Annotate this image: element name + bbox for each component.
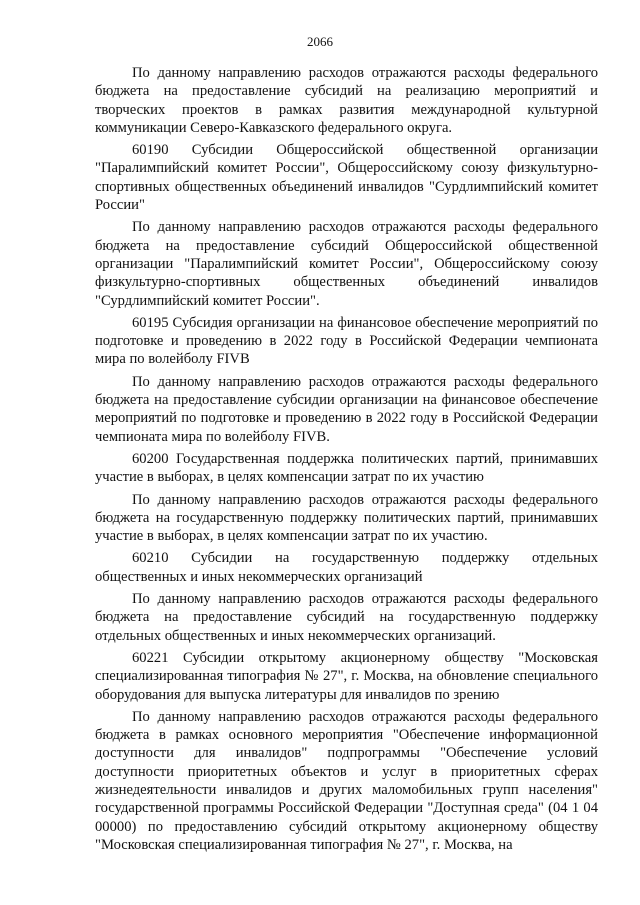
paragraph-code-60210: 60210 Субсидии на государственную поддержку отдельных общественных и иных некоммерческих организаций (95, 550, 598, 585)
paragraph-expenses-north-caucasus: По данному направлению расходов отражаются расходы федерального бюджета на предоставление субсидий на реализацию мероприятий и творческих проектов в рамках развития международной культурной коммуникации Северо-Кавказского федерального округа. (95, 65, 598, 136)
document-body (95, 64, 598, 854)
paragraph-expenses-fivb: По данному направлению расходов отражаются расходы федерального бюджета на предоставление субсидии организации на финансовое обеспечение мероприятий по подготовке и проведению в 2022 году в Российской Федерации чемпионата мира по волейболу FIVB. (95, 373, 598, 445)
paragraph-expenses-paralympic: По данному направлению расходов отражаются расходы федерального бюджета на предоставление субсидий Общероссийской общественной организации "Паралимпийский комитет России", Общероссийскому союзу физкультурно-спортивных общественных объединений инвалидов "Сурдлимпийский комитет России". (95, 219, 598, 309)
paragraph-code-60195: 60195 Субсидия организации на финансовое обеспечение мероприятий по подготовке и проведению в 2022 году в Российской Федерации чемпионата мира по волейболу FIVB (95, 314, 598, 368)
paragraph-code-60190: 60190 Субсидии Общероссийской общественной организации "Паралимпийский комитет России", Общероссийскому союзу физкультурно-спортивных общественных объединений инвалидов "Сурдлимпийский комитет России" (95, 142, 598, 214)
paragraph-expenses-typography: По данному направлению расходов отражаются расходы федерального бюджета в рамках основного мероприятия "Обеспечение информационной доступности для инвалидов" подпрограммы "Обеспечение условий доступности приоритетных объектов и услуг в приоритетных сферах жизнедеятельности инвалидов и других маломобильных групп населения" государственной программы Российской Федерации "Доступная среда" (04 1 04 00000) по предоставлению субсидий открытому акционерному обществу "Московская специализированная типография № 27", г. Москва, на (95, 708, 598, 853)
paragraph-code-60200: 60200 Государственная поддержка политических партий, принимавших участие в выборах, в целях компенсации затрат по их участию (95, 450, 598, 486)
page-number: 2066 (307, 34, 333, 49)
paragraph-code-60221: 60221 Субсидии открытому акционерному обществу "Московская специализированная типография № 27", г. Москва, на обновление специального оборудования для выпуска литературы для инвалидов по зрению (95, 649, 598, 703)
paragraph-expenses-political-parties: По данному направлению расходов отражаются расходы федерального бюджета на государственную поддержку политических партий, принимавших участие в выборах, в целях компенсации затрат по их участию. (95, 491, 598, 545)
paragraph-expenses-nonprofits: По данному направлению расходов отражаются расходы федерального бюджета на предоставление субсидий на государственную поддержку отдельных общественных и иных некоммерческих организаций. (95, 591, 598, 644)
